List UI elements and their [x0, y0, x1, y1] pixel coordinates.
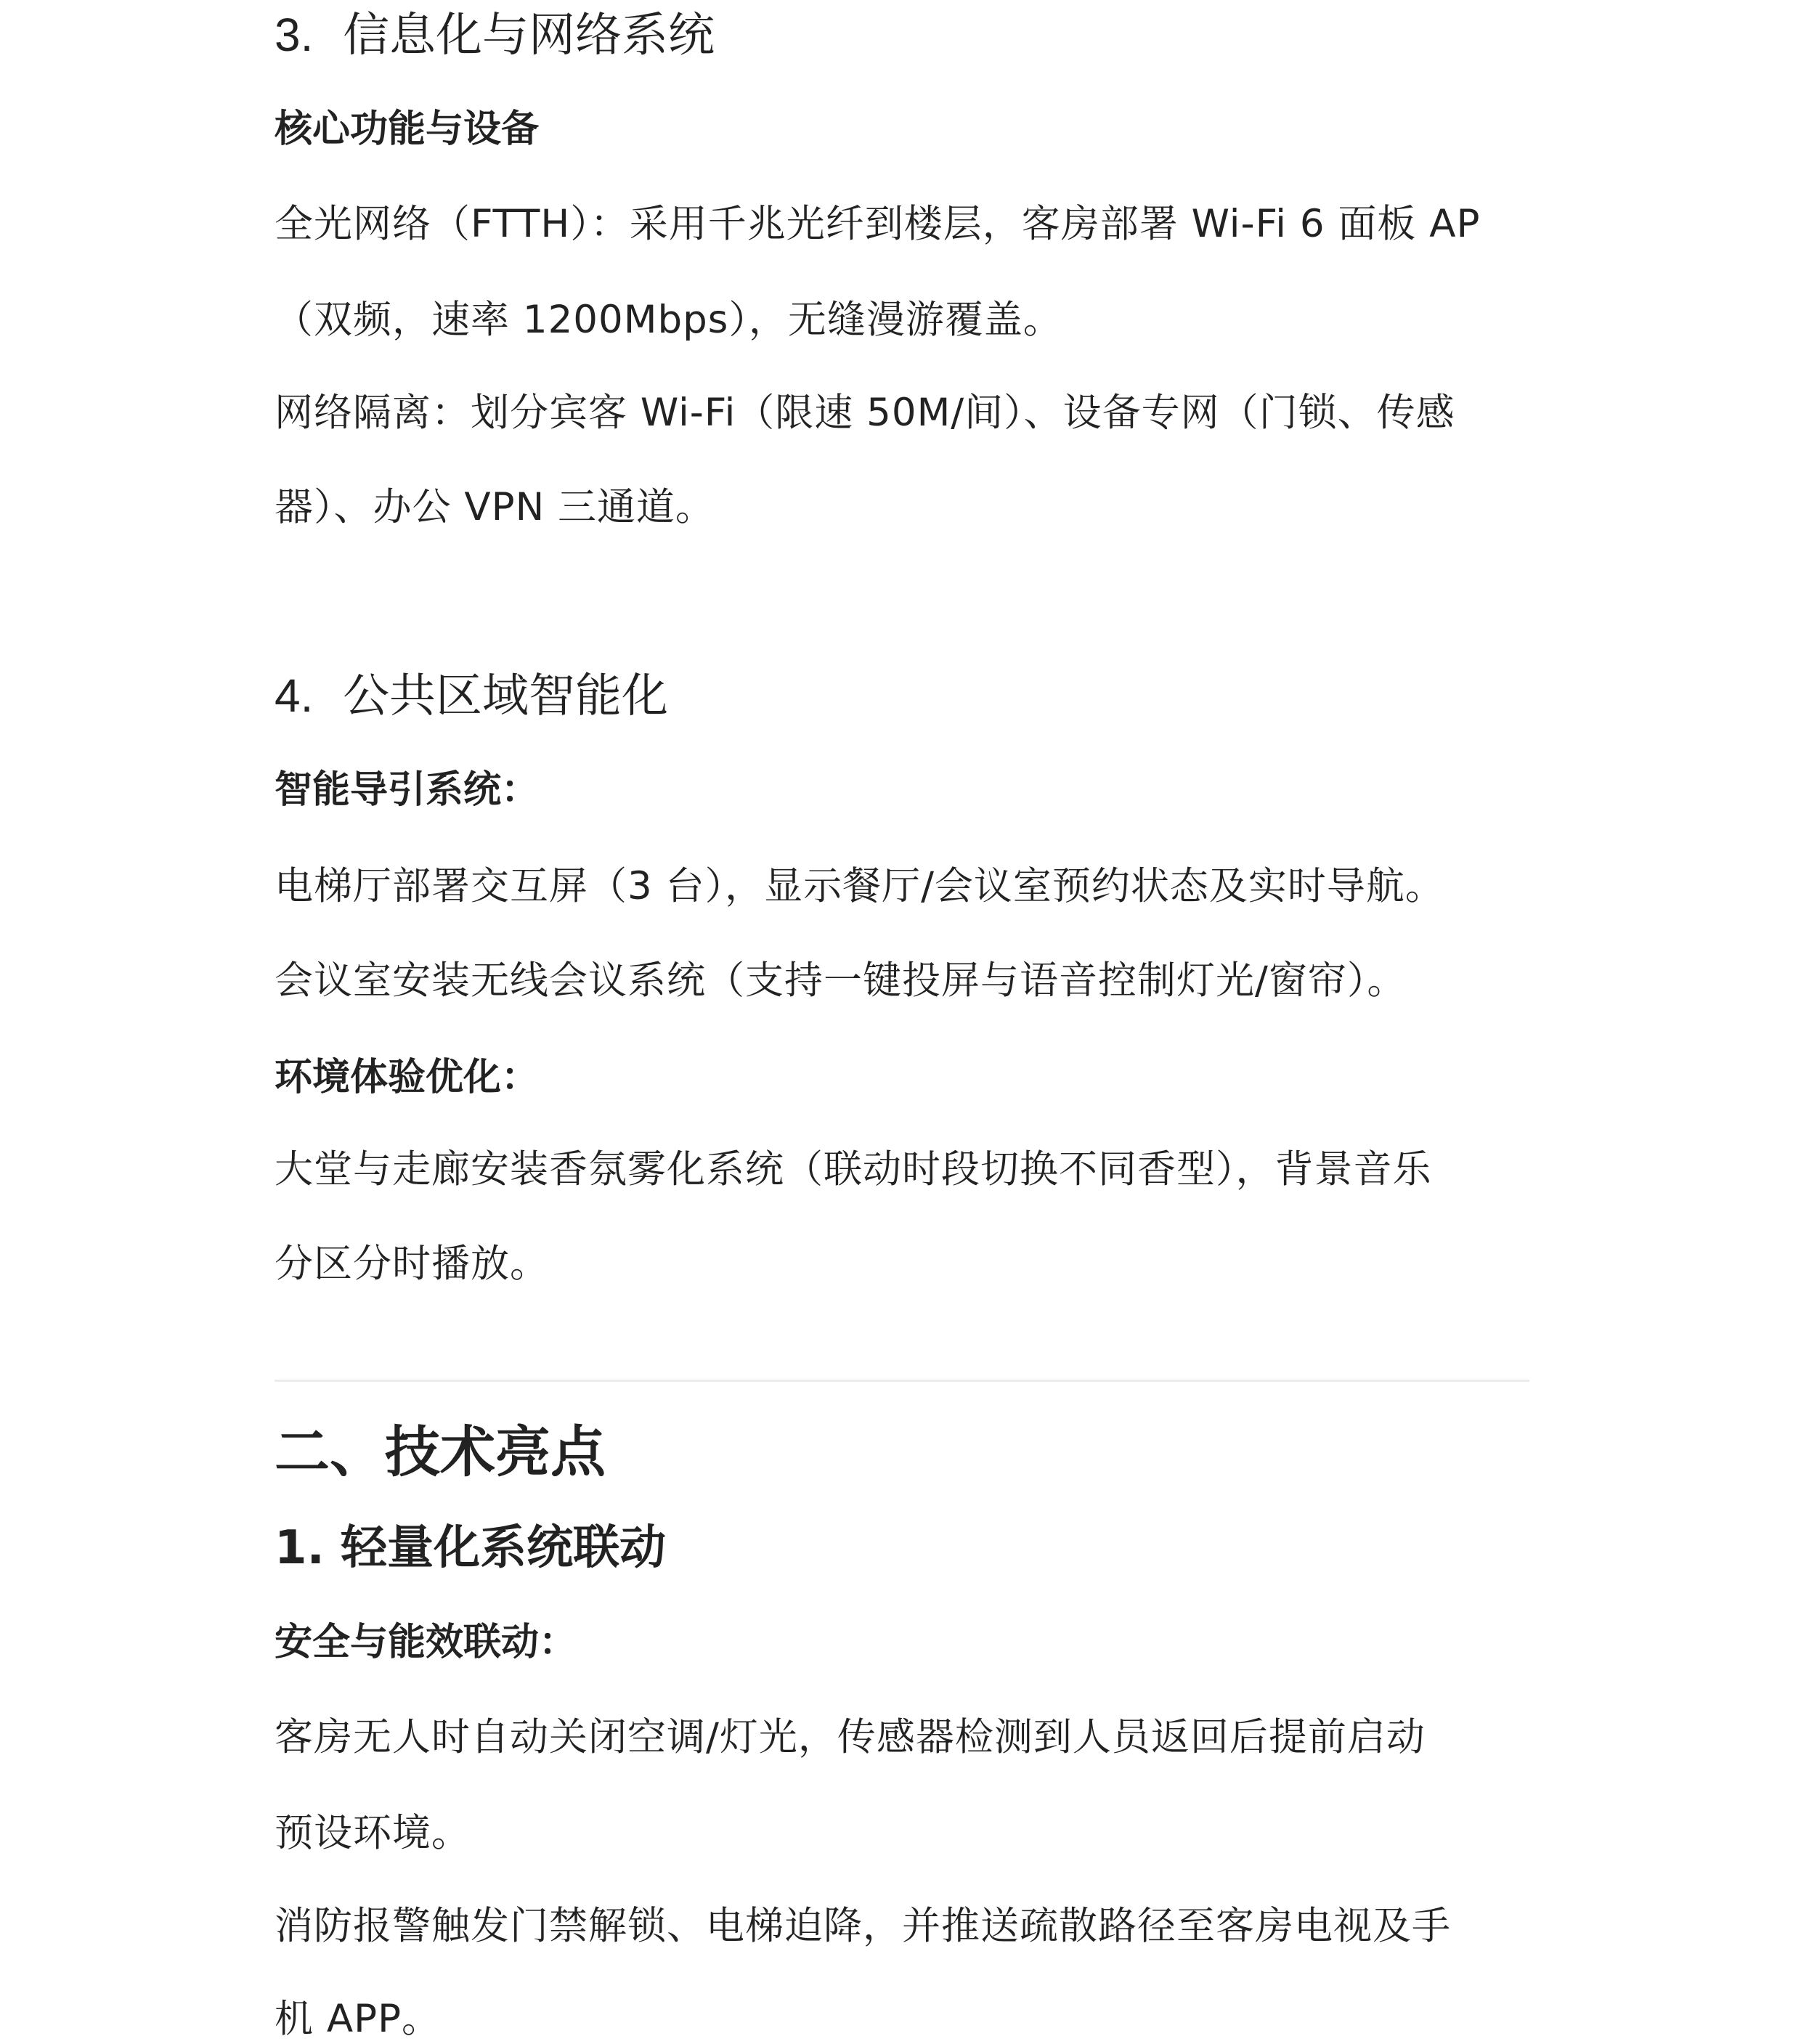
paragraph-line: （双频，速率 1200Mbps），无缝漫游覆盖。 — [275, 298, 1062, 342]
section-4-subheading-guide: 智能导引系统： — [275, 768, 540, 812]
section-3-heading — [275, 9, 715, 62]
paragraph-line: 客房无人时自动关闭空调/灯光，传感器检测到人员返回后提前启动 — [275, 1715, 1426, 1759]
section-4-number: 4. — [275, 669, 314, 722]
section-4-title: 公共区域智能化 — [343, 669, 669, 723]
paragraph-line: 器）、办公 VPN 三通道。 — [275, 485, 715, 529]
paragraph-line: 电梯厅部署交互屏（3 台），显示餐厅/会议室预约状态及实时导航。 — [275, 864, 1444, 908]
part-2-subsection-title: 1. 轻量化系统联动 — [275, 1521, 667, 1575]
section-divider — [275, 1380, 1529, 1382]
paragraph-line: 全光网络（FTTH）：采用千兆光纤到楼层，客房部署 Wi-Fi 6 面板 AP — [275, 202, 1481, 246]
part-2-subheading: 安全与能效联动： — [275, 1621, 577, 1664]
paragraph-line: 分区分时播放。 — [275, 1242, 549, 1286]
paragraph-line: 会议室安装无线会议系统（支持一键投屏与语音控制灯光/窗帘）。 — [275, 958, 1407, 1003]
section-3-title: 信息化与网络系统 — [343, 9, 715, 62]
section-3-number: 3. — [275, 9, 314, 61]
section-4-subheading-environment: 环境体验优化： — [275, 1056, 540, 1099]
section-4-heading — [275, 669, 669, 723]
paragraph-line: 预设环境。 — [275, 1811, 471, 1855]
paragraph-line: 大堂与走廊安装香氛雾化系统（联动时段切换不同香型），背景音乐 — [275, 1147, 1432, 1192]
paragraph-line: 机 APP。 — [275, 1997, 442, 2041]
paragraph-line: 网络隔离：划分宾客 Wi-Fi（限速 50M/间）、设备专网（门锁、传感 — [275, 391, 1455, 435]
paragraph-line: 消防报警触发门禁解锁、电梯迫降，并推送疏散路径至客房电视及手 — [275, 1904, 1451, 1948]
section-3-subheading: 核心功能与设备 — [275, 107, 540, 151]
part-2-title: 二、技术亮点 — [275, 1420, 606, 1484]
